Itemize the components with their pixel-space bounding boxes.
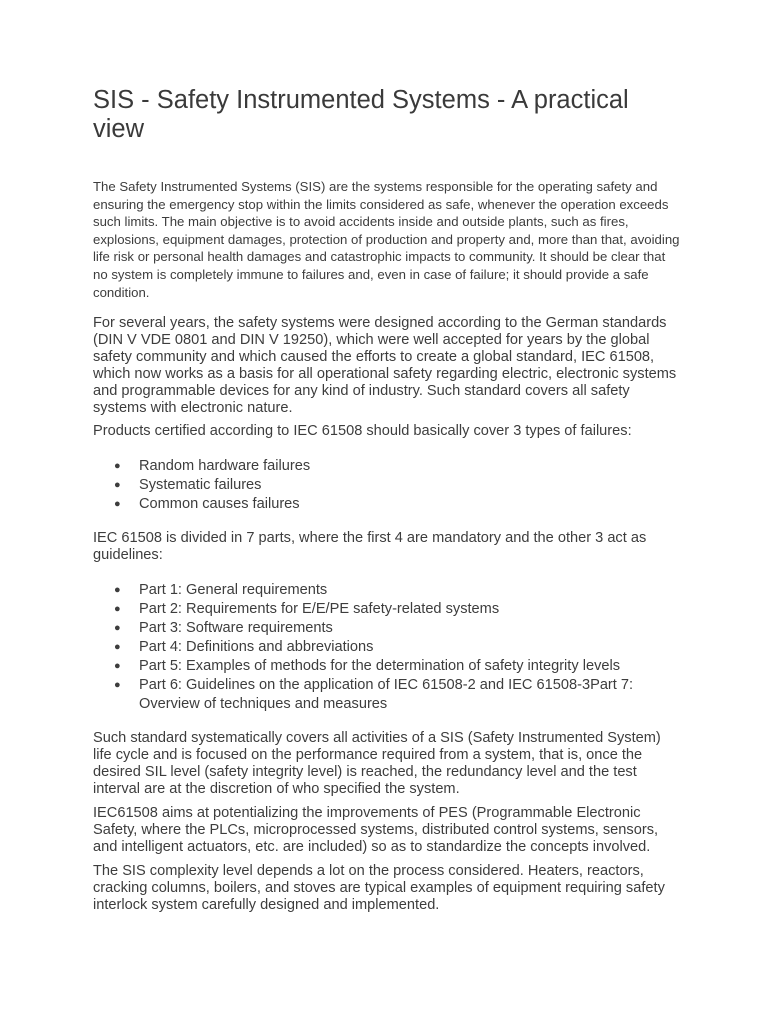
bullet-icon: ● (114, 622, 121, 635)
list-item: ● Part 5: Examples of methods for the determination of safety integrity levels (114, 658, 621, 675)
paragraph-parts-intro: IEC 61508 is divided in 7 parts, where the first 4 are mandatory and the other 3 act as guidelines: (93, 530, 647, 564)
document-page (93, 86, 683, 914)
bullet-icon: ● (114, 460, 121, 473)
bullet-icon: ● (114, 679, 121, 692)
list-item: ● Part 2: Requirements for E/E/PE safety-related systems (114, 601, 500, 618)
list-item: ● Random hardware failures (114, 458, 311, 475)
parts-list (93, 581, 683, 714)
list-item: ● Common causes failures (114, 496, 300, 513)
paragraph-pes: IEC61508 aims at potentializing the improvements of PES (Programmable Electronic Safety, where the PLCs, microprocessed systems, distributed control systems, sensors, and intelligent actuators, etc. are included) so as to standardize the concepts involved. (93, 805, 659, 856)
bullet-icon: ● (114, 498, 121, 511)
bullet-icon: ● (114, 584, 121, 597)
list-item: ● Part 3: Software requirements (114, 620, 333, 637)
paragraph-failure-types-intro: Products certified according to IEC 61508 should basically cover 3 types of failures: (93, 423, 632, 440)
bullet-icon: ● (114, 603, 121, 616)
list-item: ● Part 6: Guidelines on the application of IEC 61508-2 and IEC 61508-3Part 7: Overview of techniques and measures (114, 677, 634, 713)
document-title: SIS - Safety Instrumented Systems - A practical view (93, 86, 629, 143)
intro-paragraph: The Safety Instrumented Systems (SIS) are the systems responsible for the operating safety and ensuring the emergency stop within the limits considered as safe, whenever the operation exceeds such limits. The main objective is to avoid accidents inside and outside plants, such as fires, explosions, equipment damages, protection of production and property and, more than that, avoiding life risk or personal health damages and catastrophic impacts to community. It should be clear that no system is completely immune to failures and, even in case of failure; it should provide a safe condition. (93, 179, 680, 300)
paragraph-lifecycle: Such standard systematically covers all activities of a SIS (Safety Instrumented System) life cycle and is focused on the performance required from a system, that is, once the desired SIL level (safety integrity level) is reached, the redundancy level and the test interval are at the discretion of who specified the system. (93, 730, 661, 798)
list-item: ● Part 1: General requirements (114, 582, 328, 599)
paragraph-standards-history: For several years, the safety systems were designed according to the German standards (DIN V VDE 0801 and DIN V 19250), which were well accepted for years by the global safety community and which caused the efforts to create a global standard, IEC 61508, which now works as a basis for all operational safety regarding electric, electronic systems and programmable devices for any kind of industry. Such standard covers all safety systems with electronic nature. (93, 315, 677, 417)
list-item: ● Systematic failures (114, 477, 262, 494)
bullet-icon: ● (114, 641, 121, 654)
failure-types-list (93, 457, 683, 514)
bullet-icon: ● (114, 660, 121, 673)
paragraph-complexity: The SIS complexity level depends a lot on the process considered. Heaters, reactors, cracking columns, boilers, and stoves are typical examples of equipment requiring safety interlock system carefully designed and implemented. (93, 863, 665, 914)
list-item: ● Part 4: Definitions and abbreviations (114, 639, 374, 656)
bullet-icon: ● (114, 479, 121, 492)
